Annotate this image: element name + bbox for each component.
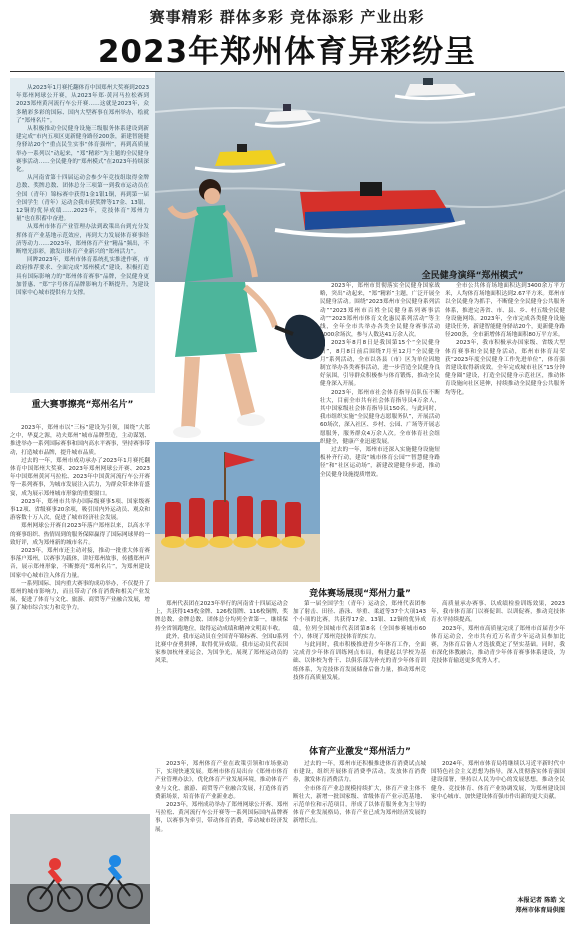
competitive-paragraph: 与此同时，我市积极推进青少年体育工作，全面完成青少年体育训练网点布局，构建起以学校为基础、以体校为骨干、以俱乐部为补充的青少年体育训练体系，为竞技体育发展储备后备力量，推动郑州竞技体育高质量发展。	[293, 642, 426, 681]
sidebar-paragraph: 2023年，郑州市共举办国际级赛事5项、国家级赛事12项、省级赛事20余项，吸引国内外运动员、观众和游客数十万人次，促进了城市经济社会发展。	[10, 498, 150, 522]
fitness-paragraph: 2023年，我市积极承办国家级、省级大型体育赛事和全民健身活动，郑州市体育局荣获“2023年度全民健身工作先进单位”，体育强省建设取得新成效。全年完成城市社区“15分钟健身圈”建设，打造全民健身示范社区，推动体育设施向社区延伸，持续推动全民健身公共服务均等化。	[445, 340, 565, 396]
industry-column-1	[155, 760, 288, 920]
industry-column-2	[293, 760, 426, 920]
drum-photo-graphic	[155, 442, 320, 582]
industry-paragraph: 全市体育产业总规模持续扩大，体育产业主体不断壮大，新增一批国家级、省级体育产业示范基地、示范单位和示范项目，形成了以体育服务业为主导的体育产业发展格局，体育产业已成为郑州经济发展的新增长点。	[293, 785, 426, 825]
tennis-racket-icon	[275, 307, 325, 367]
industry-paragraph: 2023年，郑州体育产业在政策引领和市场驱动下，实现快速发展。郑州市体育局出台《郑州市体育产业管理办法》，优化体育产业发展环境，推动体育产业与文化、旅游、商贸等产业融合发展，打造体育消费新场景，培育体育产业新业态。	[155, 761, 288, 800]
byline	[431, 896, 565, 916]
sidebar-paragraph: 2023年，郑州市还主动对接，推动一批重大体育赛事落户郑州，以赛事为载体，讲好郑州故事，传播郑州声音，展示郑州形象，不断擦亮“郑州名片”，为郑州建设国家中心城市注入体育力量。	[10, 548, 150, 579]
sidebar-paragraph: 一系列国际、国内重大赛事的成功举办，不仅提升了郑州的城市影响力，而且带动了体育消费和相关产业发展，促进了体育与文化、旅游、商贸等产业融合发展，增强了城市综合实力和竞争力。	[10, 580, 150, 612]
sidebar-paragraph: 郑州网球公开赛自2023年落户郑州以来，以高水平的赛事组织、热情周到的服务保障赢得了国际网球界的一致好评，成为郑州新的城市名片。	[10, 523, 150, 546]
section-title-industry: 体育产业激发“郑州活力”	[309, 747, 411, 757]
fitness-paragraph: 2023年8月8日是我国第15个“全民健身日”，8月8日前后围绕7月至12月“全民健身月”系列活动，全市以各县（市）区为单位因地制宜举办各类赛事活动，进一步营造全民健身良好氛围，引导群众积极参与体育锻炼，推动全民健身深入开展。	[320, 340, 440, 388]
page-kicker: 赛事精彩 群体多彩 竞体添彩 产业出彩	[149, 8, 425, 26]
page-title: 2023年郑州体育异彩纷呈	[97, 34, 477, 70]
byline-author: 本报记者 陈皓 文	[517, 897, 565, 904]
intro-paragraph: 回眸2023年，郑州市体育系统扎实推进作赛，市政府推荐要求、全面完成“郑州模式”建设，积极打造具有国际影响力的“郑州体育赛事”品牌，全民健身更加普惠、“郑”字号体育品牌影响力不断提升，为建设国家中心城市提供有力支撑。	[16, 257, 149, 297]
hero-photo	[155, 72, 565, 282]
competitive-column-3	[431, 600, 565, 740]
intro-paragraph: 从郑州市体育产业管理办法到政策出台到充分发挥体育产业基地示范效应，再到大力发展体育赛事经济等动力……2023年，郑州体育产业“精品”频出，不断增光添彩，激发出体育产业新兴的“郑州活力”。	[16, 224, 149, 256]
section-title-competitive: 竞体赛场展现“郑州力量”	[309, 589, 411, 599]
fitness-column-2	[445, 282, 565, 584]
fitness-paragraph: 全市公共体育场地面积达到3400余万平方米，人均体育场地面积达到2.67平方米。郑州市以全民健身为抓手，不断健全全民健身公共服务体系，推进完善省、市、县、乡、村五级全民健身设施网络。2023年，全市完成各类健身设施建设任务，新建智能健身驿站20个，更新健身路径200条，全市新增体育场地面积80万平方米。	[445, 283, 565, 339]
intro-paragraph: 从积极推动全民健身设施三级服务体系建设到新建完成“市内五项区更新健身路径200条，新建智能健身驿站20个”重点民生实事“体育强州”，再到高质量举办一系列以“动起来，“郑”精彩”为主题的全民健身赛事活动……全民健身的“郑州模式”在2023年持续深化。	[16, 126, 149, 174]
tennis-photo-graphic	[145, 282, 325, 442]
industry-column-3	[431, 760, 565, 890]
section-title-fitness: 全民健身演绎“郑州模式”	[421, 271, 524, 281]
sidebar-column	[10, 424, 150, 809]
intro-paragraph: 从2023年1月赛托翻体育中国郑州大奖赛到2023年郑州网球公开赛，从2023年郑·黄河马拉松赛到2023郑州黄河流行车公开赛……这就是2023年，众多精彩多彩的国际、国内大型赛事在郑州举办，绘就了“郑州名片”。	[16, 85, 149, 124]
competitive-paragraph: 此外，我市运动员在全国青年锦标赛、全国U系列比赛中奋勇拼搏，取得优异成绩。我市运动员代表国家参加杭州亚运会，为国争光，展现了郑州运动员的风采。	[155, 633, 288, 665]
hero-photo-graphic	[155, 72, 565, 282]
fitness-column-1	[320, 282, 440, 584]
competitive-column-1	[155, 600, 288, 740]
section-title-sidebar: 重大赛事擦亮“郑州名片”	[31, 400, 134, 410]
industry-paragraph: 2023年，郑州成功举办了郑州网球公开赛、郑州马拉松、黄河流行车公开赛等一系列国际国内品牌赛事，以赛事为牵引，带动体育消费，带动城市经济发展。	[155, 802, 288, 833]
competitive-paragraph: 高质量承办赛事、以成绩检验训练效果，2023年，我市体育部门以赛促训、以训促赛，推动竞技体育水平持续提高。	[431, 601, 565, 624]
competitive-paragraph: 郑州代表团在2023年举行的河南省十四届运动会上，共获得143枚金牌、126枚银牌、116枚铜牌，奖牌总数、金牌总数、团体总分均列全省第一，继续保持全省领跑地位，取得运动成绩和精神文明双丰收。	[155, 601, 288, 632]
industry-paragraph: 过去的一年，郑州市还积极推进体育消费试点城市建设，组织开展体育消费季活动，发放体育消费券，激发体育消费活力。	[293, 761, 426, 784]
competitive-paragraph: 第一届全国学生（青年）运动会，郑州代表团参加了射击、田径、游泳、举重、柔道等37个大项143个小项的比赛，共获得17金、13银、12铜的优异成绩，位列全国城市代表团第8名（全国参赛城市60个），体现了郑州竞技体育的实力。	[293, 601, 426, 640]
fitness-paragraph: 过去的一年，郑州市还深入实施健身设施短板补齐行动，建设“城市体育公园”“智慧健身路径”和“社区运动场”，新建改建健身步道，推动全民健身设施提质增效。	[320, 447, 440, 478]
competitive-column-2	[293, 600, 426, 740]
byline-photo-credit: 郑州市体育局供图	[515, 907, 565, 914]
intro-box	[10, 78, 155, 393]
industry-paragraph: 2024年，郑州市体育局将继续以习近平新时代中国特色社会主义思想为指导，深入贯彻落实体育强国建设部署，坚持以人民为中心的发展思想，推动全民健身、竞技体育、体育产业协调发展，为郑州建设国家中心城市、加快建设体育强市作出新的更大贡献。	[431, 761, 565, 800]
sidebar-paragraph: 2023年，郑州市以“三标”建设为引领，围绕“大郑之中，华夏之源，功夫郑州”城市品牌塑造，主动谋划、推进举办一系列国际赛事和国内高水平赛事，坚持赛事带动，打造城市品牌，提升城市品质。	[10, 425, 150, 456]
intro-paragraph: 从河南省第十四届运动会参少年竞技组取得金牌总数、奖牌总数、团体总分三项第一到我市运动员在全国（青年）锦标赛中获得1金1银1铜，再到第一届全国学生（青年）运动会我市获奖牌等17金、13银、12铜的优异成绩……2023年，竞技体育“郑州力量”也在积蓄中奋进。	[16, 175, 149, 223]
intro-text	[16, 84, 149, 297]
drum-performance-photo	[155, 442, 320, 582]
fitness-paragraph: 2023年，郑州市社会体育指导员队伍不断壮大，目前全市共有社会体育指导员4万余人，其中国家级社会体育指导员150名。与此同时，我市组织实施“全民健身志愿服务队”，开展活动60场次，深入社区、乡村、公园、广场等开展志愿服务，服务群众4万余人次。全市体育社会组织健全，健康产业迅速发展。	[320, 389, 440, 445]
fitness-paragraph: 2023年，郑州市贯彻落实全民健身国家战略，突出“动起来，“郑”精彩”主题，广泛开展全民健身活动。围绕“2023郑州市全民健身系列活动”“2023郑州市百姓全民健身系列赛事活动”“2023郑州市体育文化惠民系列活动”等主线，全年全市共举办各类全民健身赛事活动7000余场次，参与人数达41万余人次。	[320, 283, 440, 339]
cycling-photo	[10, 814, 150, 924]
sidebar-paragraph: 过去的一年，郑州市成功承办了2023年1月赛托翻体育中国郑州大奖赛、2023年郑州网球公开赛、2023年中国郑州黄河马拉松、2023年中国黄河流行车公开赛等一系列赛事，为城市发展注入活力，为群众带来体育盛宴，成为展示郑州城市形象的重要窗口。	[10, 457, 150, 497]
competitive-paragraph: 2023年，郑州市高质量完成了郑州市首届青少年体育运动会，全市共有近万名青少年运动员参加比赛，为体育后备人才选拔奠定了坚实基础。同时，我市深化体教融合，推动青少年体育赛事体系建设，为竞技体育输送更多优秀人才。	[431, 625, 565, 665]
tennis-photo	[145, 282, 325, 442]
cycling-photo-graphic	[10, 814, 150, 924]
